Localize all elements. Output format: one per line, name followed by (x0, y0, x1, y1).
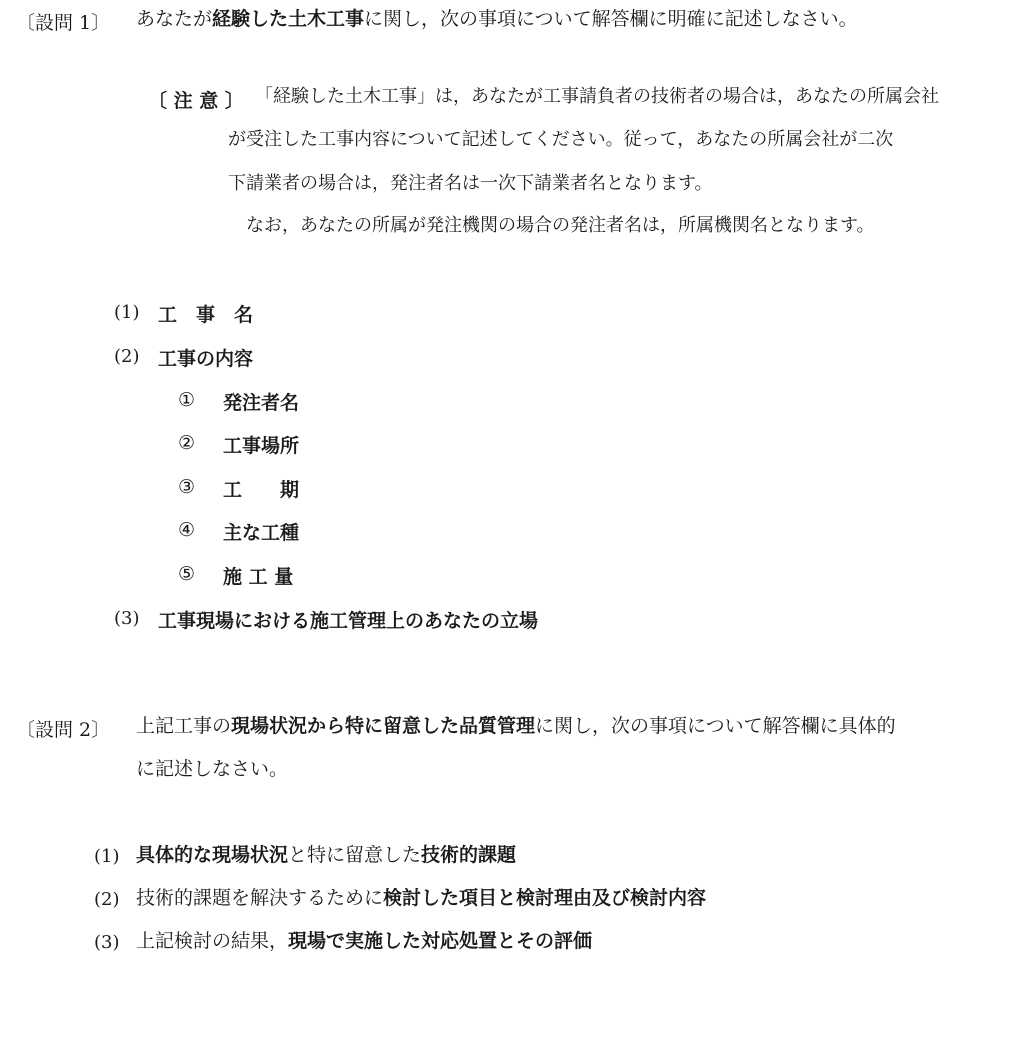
subitem-label-orderer: 発注者名 (223, 392, 300, 414)
item-number: (3) (114, 608, 140, 629)
intro-emphasis: 経験した土木工事 (212, 8, 365, 30)
item-number: (1) (114, 302, 140, 323)
notice-line: 「経験した土木工事」は，あなたが工事請負者の技術者の場合は，あなたの所属会社 (255, 86, 939, 107)
q2-item-2 (136, 887, 706, 911)
notice-label: 〔 注 意 〕 (148, 90, 244, 112)
q2-item-1 (136, 844, 516, 868)
notice-line: 下請業者の場合は，発注者名は一次下請業者名となります。 (228, 173, 713, 194)
item-number: (3) (94, 932, 120, 953)
item-emphasis: 具体的な現場状況 (136, 844, 289, 866)
item-number: (2) (114, 346, 140, 367)
question-1-tag: 〔設問 1〕 (16, 12, 111, 34)
subitem-mark: ④ (178, 519, 196, 541)
item-text: 上記検討の結果， (136, 930, 289, 952)
subitem-mark: ① (178, 389, 196, 411)
item-label-project-content: 工事の内容 (158, 348, 254, 370)
subitem-label-work-types: 主な工種 (223, 522, 300, 544)
notice-line: なお，あなたの所属が発注機関の場合の発注者名は，所属機関名となります。 (246, 215, 875, 236)
intro-text: に関し，次の事項について解答欄に具体的 (535, 715, 896, 737)
notice-line: が受注した工事内容について記述してください。従って，あなたの所属会社が二次 (228, 129, 894, 150)
question-2-tag: 〔設問 2〕 (16, 719, 111, 741)
item-emphasis: 現場で実施した対応処置とその評価 (288, 930, 593, 952)
item-text: と特に留意した (288, 844, 422, 866)
item-label-project-name: 工 事 名 (158, 304, 254, 326)
item-number: (2) (94, 889, 120, 910)
item-label-position: 工事現場における施工管理上のあなたの立場 (158, 610, 539, 632)
subitem-label-quantity: 施 工 量 (223, 566, 294, 588)
item-text: 技術的課題を解決するために (136, 887, 384, 909)
subitem-mark: ② (178, 432, 196, 454)
intro-text: 上記工事の (136, 715, 232, 737)
item-emphasis: 技術的課題 (421, 844, 517, 866)
question-1-intro (136, 8, 858, 32)
subitem-mark: ③ (178, 476, 196, 498)
subitem-label-location: 工事場所 (223, 435, 300, 457)
intro-text: あなたが (136, 8, 213, 30)
intro-emphasis: 現場状況から特に留意した品質管理 (231, 715, 536, 737)
subitem-mark: ⑤ (178, 563, 196, 585)
subitem-label-period: 工 期 (223, 479, 300, 501)
item-emphasis: 検討した項目と検討理由及び検討内容 (383, 887, 707, 909)
question-2-intro (136, 715, 896, 739)
item-number: (1) (94, 846, 120, 867)
q2-item-3 (136, 930, 592, 954)
intro-text: に関し，次の事項について解答欄に明確に記述しなさい。 (364, 8, 858, 30)
question-2-intro-cont: に記述しなさい。 (136, 758, 289, 780)
